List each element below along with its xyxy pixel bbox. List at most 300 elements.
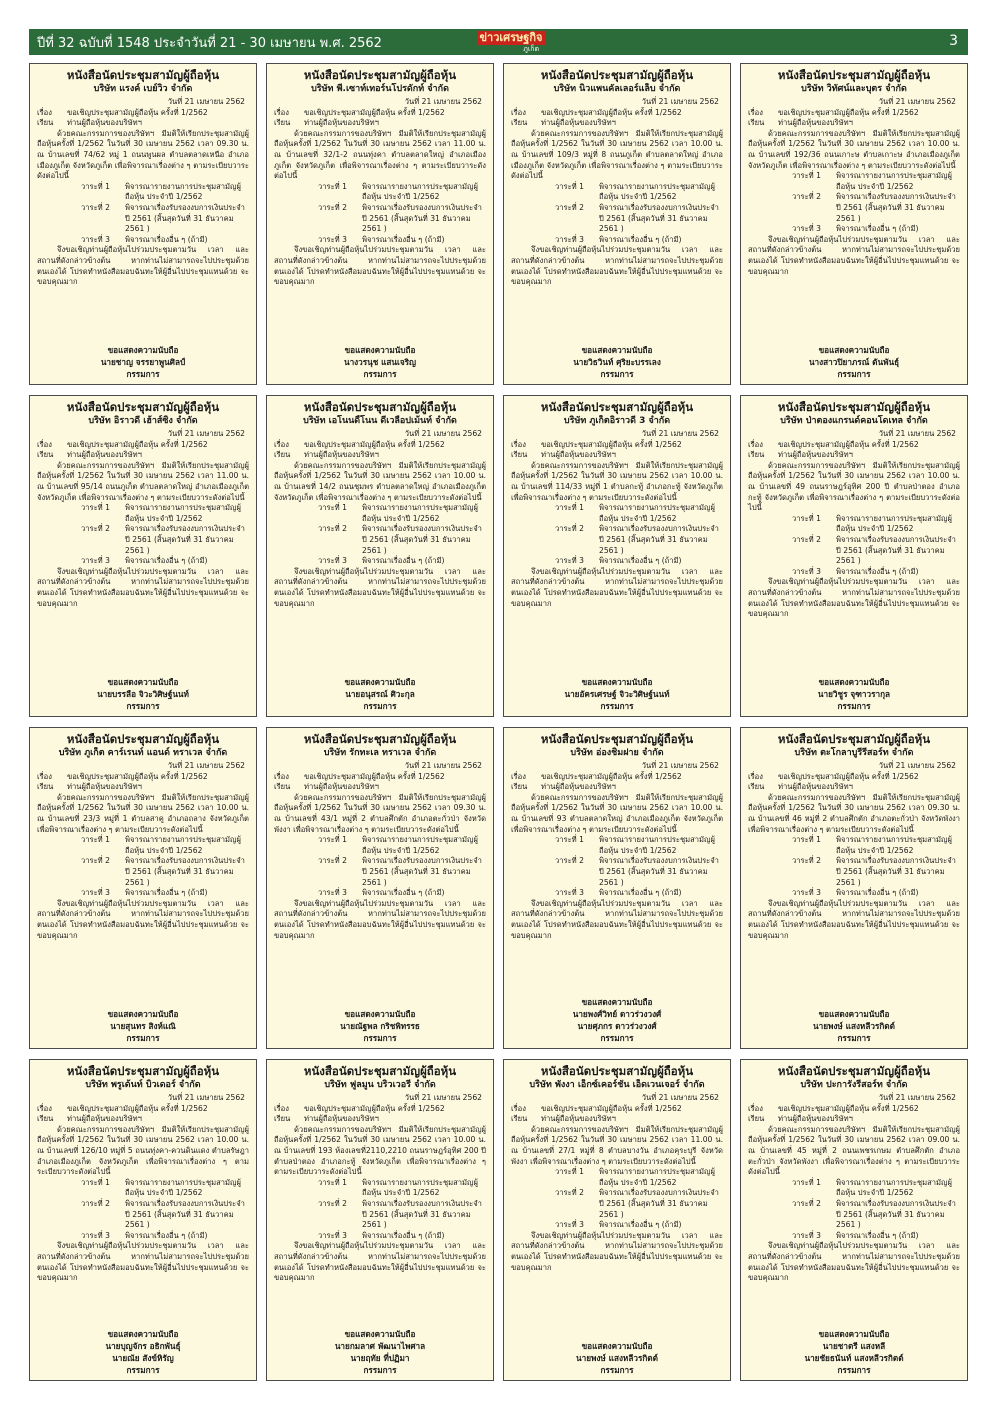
meeting-notice (29, 395, 257, 717)
regards-text: ขอแสดงความนับถือ (581, 1341, 653, 1351)
agenda-item (37, 856, 249, 888)
subject-text: ขอเชิญประชุมสามัญผู้ถือหุ้น ครั้งที่ 1/2562 (67, 107, 208, 117)
agenda-item (748, 856, 960, 888)
signer-list (511, 1008, 723, 1032)
agenda-item (511, 503, 723, 524)
agenda-item (511, 1167, 723, 1188)
meeting-notice (29, 727, 257, 1049)
subject-text: ขอเชิญประชุมสามัญผู้ถือหุ้น ครั้งที่ 1/2562 (304, 1103, 445, 1113)
page-header (29, 29, 968, 55)
agenda-number: วาระที่ 3 (792, 888, 821, 898)
notice-body: ด้วยคณะกรรมการของบริษัทฯ มีมติให้เรียกประชุมสามัญผู้ถือหุ้นครั้งที่ 1/2562 ในวันที่ 30 เมษายน 2562 เวลา 10.00 น. ณ บ้านเลขที่ 192/36 ถนนเกาะษ ตำบลเกาะษ อำเภอเมืองภูเก็ต จังหวัดภูเก็ต เพื่อพิจารณาเรื่องต่าง ๆ ตามระเบียบวาระดังต่อไปนี้ (748, 128, 960, 170)
agenda-text: พิจารณาเรื่องอื่น ๆ (ถ้ามี) (362, 556, 445, 566)
agenda-item (748, 192, 960, 224)
page-number: 3 (949, 33, 958, 49)
company-name: บริษัท ป่าตองแกรนด์คอนโดเทล จำกัด (780, 416, 928, 426)
signature-block (511, 1340, 723, 1376)
agenda-text: พิจารณาเรื่องอื่น ๆ (ถ้ามี) (362, 1230, 445, 1240)
signature-block (37, 1328, 249, 1376)
signer-list (511, 688, 723, 700)
addressee-text: ท่านผู้ถือหุ้นของบริษัทฯ (778, 782, 853, 792)
signer-name: นายศุภกร ดาวร่วงวงศ์ (577, 1021, 657, 1031)
meeting-notice (740, 395, 968, 717)
signer-role: กรรมการ (600, 1033, 634, 1043)
agenda-text: พิจารณาเรื่องรับรองงบการเงินประจำปี 2561 (สิ้นสุดวันที่ 31 ธันวาคม 2561 ) (362, 524, 482, 555)
closing-text: จึงขอเชิญท่านผู้ถือหุ้นไปร่วมประชุมตามวัน เวลา และสถานที่ดังกล่าวข้างต้น หากท่านไม่สามารถจะไปประชุมด้วยตนเองได้ โปรดทำหนังสือมอบฉันทะให้ผู้อื่นไปประชุมแทนด้วย จะขอบคุณมาก (37, 245, 249, 287)
signer-role: กรรมการ (837, 369, 871, 379)
notice-title: หนังสือนัดประชุมสามัญผู้ถือหุ้น (66, 1064, 220, 1078)
subject-row (511, 108, 723, 119)
signer-name: นายณัย สังข์หิรัญ (112, 1353, 174, 1363)
agenda-text: พิจารณารายงานการประชุมสามัญผู้ถือหุ้น ประจำปี 1/2562 (836, 513, 952, 534)
agenda-item (748, 1199, 960, 1231)
addressee-text: ท่านผู้ถือหุ้นของบริษัทฯ (304, 782, 379, 792)
agenda-text: พิจารณาเรื่องอื่น ๆ (ถ้ามี) (836, 566, 919, 576)
notice-date: วันที่ 21 เมษายน 2562 (641, 761, 719, 770)
logo-subtext: ภูเก็ต (523, 45, 539, 53)
subject-label: เรื่อง (37, 771, 52, 781)
agenda-number: วาระที่ 2 (555, 202, 584, 212)
agenda-text: พิจารณาเรื่องรับรองงบการเงินประจำปี 2561 (สิ้นสุดวันที่ 31 ธันวาคม 2561 ) (599, 856, 719, 887)
agenda-number: วาระที่ 3 (81, 234, 110, 244)
notice-date: วันที่ 21 เมษายน 2562 (167, 761, 245, 770)
addressee-row (511, 782, 723, 793)
agenda-text: พิจารณาเรื่องรับรองงบการเงินประจำปี 2561 (สิ้นสุดวันที่ 31 ธันวาคม 2561 ) (599, 202, 719, 234)
agenda-text: พิจารณาเรื่องรับรองงบการเงินประจำปี 2561 (สิ้นสุดวันที่ 31 ธันวาคม 2561 ) (836, 534, 956, 566)
meeting-notice (503, 395, 731, 717)
notice-body: ด้วยคณะกรรมการของบริษัทฯ มีมติให้เรียกประชุมสามัญผู้ถือหุ้นครั้งที่ 1/2562 ในวันที่ 30 เมษายน 2562 เวลา 11.00 น. ณ บ้านเลขที่ 32/1-2 ถนนทุ่งคา ตำบลตลาดใหญ่ อำเภอเมืองภูเก็ต จังหวัดภูเก็ต เพื่อพิจารณาเรื่องต่าง ๆ ตามระเบียบวาระดังต่อไปนี้ (274, 128, 486, 181)
agenda-number: วาระที่ 2 (792, 192, 821, 202)
subject-text: ขอเชิญประชุมสามัญผู้ถือหุ้น ครั้งที่ 1/2562 (304, 107, 445, 117)
addressee-text: ท่านผู้ถือหุ้นของบริษัทฯ (67, 118, 142, 128)
subject-text: ขอเชิญประชุมสามัญผู้ถือหุ้น ครั้งที่ 1/2562 (541, 1103, 682, 1113)
agenda-item (511, 556, 723, 567)
agenda-item (37, 1178, 249, 1199)
meeting-notice (740, 727, 968, 1049)
notice-body: ด้วยคณะกรรมการของบริษัทฯ มีมติให้เรียกประชุมสามัญผู้ถือหุ้นครั้งที่ 1/2562 ในวันที่ 30 เมษายน 2562 เวลา 10.00 น. ณ บ้านเลขที่ 93 ตำบลตลาดใหญ่ อำเภอเมืองภูเก็ต จังหวัดภูเก็ต เพื่อพิจารณาเรื่องต่าง ๆ ตามระเบียบวาระดังต่อไปนี้ (511, 792, 723, 834)
subject-row (37, 108, 249, 119)
regards-text: ขอแสดงความนับถือ (344, 1329, 416, 1339)
subject-label: เรื่อง (748, 771, 763, 781)
agenda-number: วาระที่ 2 (318, 524, 347, 534)
notice-date: วันที่ 21 เมษายน 2562 (404, 97, 482, 106)
agenda-text: พิจารณารายงานการประชุมสามัญผู้ถือหุ้น ประจำปี 1/2562 (599, 181, 715, 202)
agenda-item (274, 1199, 486, 1231)
notice-body: ด้วยคณะกรรมการของบริษัทฯ มีมติให้เรียกประชุมสามัญผู้ถือหุ้นครั้งที่ 1/2562 ในวันที่ 30 เมษายน 2562 เวลา 10.00 น. ณ บ้านเลขที่ 109/3 หมู่ที่ 8 ถนนภูเก็ต ตำบลตลาดใหญ่ อำเภอเมืองภูเก็ต จังหวัดภูเก็ต เพื่อพิจารณาเรื่องต่าง ๆ ตามระเบียบวาระดังต่อไปนี้ (511, 128, 723, 181)
agenda-item (37, 556, 249, 567)
agenda-number: วาระที่ 3 (318, 1230, 347, 1240)
agenda-text: พิจารณาเรื่องรับรองงบการเงินประจำปี 2561 (สิ้นสุดวันที่ 31 ธันวาคม 2561 ) (362, 202, 482, 234)
subject-row (274, 1104, 486, 1115)
agenda-number: วาระที่ 3 (81, 556, 110, 566)
meeting-notice (29, 1059, 257, 1381)
meeting-notice (266, 395, 494, 717)
agenda-number: วาระที่ 1 (318, 503, 347, 513)
addressee-text: ท่านผู้ถือหุ้นของบริษัทฯ (67, 782, 142, 792)
signature-block (511, 344, 723, 380)
agenda-text: พิจารณาเรื่องรับรองงบการเงินประจำปี 2561 (สิ้นสุดวันที่ 31 ธันวาคม 2561 ) (599, 1188, 719, 1219)
agenda-number: วาระที่ 1 (318, 835, 347, 845)
agenda-text: พิจารณารายงานการประชุมสามัญผู้ถือหุ้น ประจำปี 1/2562 (362, 503, 478, 523)
subject-row (511, 772, 723, 783)
signer-name: นายพงษ์ แสงหลีวรกิตต์ (813, 1021, 895, 1031)
agenda-number: วาระที่ 3 (792, 566, 821, 576)
signature-block (748, 1008, 960, 1044)
notice-title: หนังสือนัดประชุมสามัญผู้ถือหุ้น (303, 400, 457, 414)
subject-text: ขอเชิญประชุมสามัญผู้ถือหุ้น ครั้งที่ 1/2562 (541, 439, 682, 449)
agenda-text: พิจารณาเรื่องรับรองงบการเงินประจำปี 2561 (สิ้นสุดวันที่ 31 ธันวาคม 2561 ) (125, 202, 245, 234)
agenda-number: วาระที่ 3 (81, 888, 110, 898)
signer-role: กรรมการ (600, 1365, 634, 1375)
notice-title: หนังสือนัดประชุมสามัญผู้ถือหุ้น (777, 732, 931, 746)
agenda-item (748, 567, 960, 578)
agenda-item (511, 203, 723, 235)
meeting-notice (740, 1059, 968, 1381)
addressee-label: เรียน (748, 450, 765, 460)
agenda-item (511, 182, 723, 203)
signer-name: นายกมลาศ พัฒนาไพศาล (334, 1341, 426, 1351)
signature-block (748, 1328, 960, 1376)
signer-name: นายอนุสรณ์ ศิวะกุล (345, 689, 415, 699)
agenda-item (511, 835, 723, 856)
signer-name: นางวรนุช แสนเจริญ (343, 357, 417, 367)
agenda-item (274, 235, 486, 246)
agenda-text: พิจารณาเรื่องอื่น ๆ (ถ้ามี) (599, 888, 682, 898)
agenda-number: วาระที่ 3 (318, 234, 347, 244)
addressee-label: เรียน (37, 118, 54, 128)
agenda-number: วาระที่ 1 (318, 1177, 347, 1187)
closing-text: จึงขอเชิญท่านผู้ถือหุ้นไปร่วมประชุมตามวัน เวลา และสถานที่ดังกล่าวข้างต้น หากท่านไม่สามารถจะไปประชุมด้วยตนเองได้ โปรดทำหนังสือมอบฉันทะให้ผู้อื่นไปประชุมแทนด้วย จะขอบคุณมาก (511, 245, 723, 287)
signature-block (37, 344, 249, 380)
agenda-text: พิจารณารายงานการประชุมสามัญผู้ถือหุ้น ประจำปี 1/2562 (125, 181, 241, 202)
signer-role: กรรมการ (126, 1033, 160, 1043)
agenda-text: พิจารณาเรื่องอื่น ๆ (ถ้ามี) (836, 888, 919, 898)
agenda-item (274, 182, 486, 203)
subject-row (748, 772, 960, 783)
notice-date: วันที่ 21 เมษายน 2562 (641, 1093, 719, 1102)
agenda-item (748, 1178, 960, 1199)
meeting-notice (266, 63, 494, 385)
addressee-row (274, 1114, 486, 1125)
signer-list (274, 1340, 486, 1364)
regards-text: ขอแสดงความนับถือ (581, 997, 653, 1007)
notice-title: หนังสือนัดประชุมสามัญผู้ถือหุ้น (303, 68, 457, 82)
agenda-item (274, 556, 486, 567)
closing-text: จึงขอเชิญท่านผู้ถือหุ้นไปร่วมประชุมตามวัน เวลา และสถานที่ดังกล่าวข้างต้น หากท่านไม่สามารถจะไปประชุมด้วยตนเองได้ โปรดทำหนังสือมอบฉันทะให้ผู้อื่นไปประชุมแทนด้วย จะขอบคุณมาก (37, 898, 249, 940)
closing-text: จึงขอเชิญท่านผู้ถือหุ้นไปร่วมประชุมตามวัน เวลา และสถานที่ดังกล่าวข้างต้น หากท่านไม่สามารถจะไปประชุมด้วยตนเองได้ โปรดทำหนังสือมอบฉันทะให้ผู้อื่นไปประชุมแทนด้วย จะขอบคุณมาก (37, 566, 249, 608)
signature-block (274, 344, 486, 380)
agenda-item (37, 1199, 249, 1231)
notice-body: ด้วยคณะกรรมการของบริษัทฯ มีมติให้เรียกประชุมสามัญผู้ถือหุ้นครั้งที่ 1/2562 ในวันที่ 30 เมษายน 2562 เวลา 10.00 น. ณ บ้านเลขที่ 49 ถนนราษฎร์อุทิศ 200 ปี ตำบลป่าตอง อำเภอกะทู้ จังหวัดภูเก็ต เพื่อพิจารณาเรื่องต่าง ๆ ตามระเบียบวาระดังต่อไปนี้ (748, 460, 960, 513)
subject-text: ขอเชิญประชุมสามัญผู้ถือหุ้น ครั้งที่ 1/2562 (778, 439, 919, 449)
agenda-text: พิจารณาเรื่องรับรองงบการเงินประจำปี 2561 (สิ้นสุดวันที่ 31 ธันวาคม 2561 ) (836, 1198, 956, 1230)
notice-date: วันที่ 21 เมษายน 2562 (167, 97, 245, 106)
signer-role: กรรมการ (837, 701, 871, 711)
subject-text: ขอเชิญประชุมสามัญผู้ถือหุ้น ครั้งที่ 1/2562 (304, 771, 445, 781)
notice-body: ด้วยคณะกรรมการของบริษัทฯ มีมติให้เรียกประชุมสามัญผู้ถือหุ้นครั้งที่ 1/2562 ในวันที่ 30 เมษายน 2562 เวลา 11.00 น. ณ บ้านเลขที่ 95/14 ถนนภูเก็ต ตำบลตลาดใหญ่ อำเภอเมืองภูเก็ต จังหวัดภูเก็ต เพื่อพิจารณาเรื่องต่าง ๆ ตามระเบียบวาระดังต่อไปนี้ (37, 460, 249, 502)
addressee-row (748, 782, 960, 793)
notice-date: วันที่ 21 เมษายน 2562 (167, 429, 245, 438)
subject-text: ขอเชิญประชุมสามัญผู้ถือหุ้น ครั้งที่ 1/2562 (67, 1103, 208, 1113)
agenda-number: วาระที่ 1 (555, 503, 584, 513)
addressee-row (511, 1114, 723, 1125)
agenda-item (748, 224, 960, 235)
notice-date: วันที่ 21 เมษายน 2562 (404, 1093, 482, 1102)
agenda-number: วาระที่ 3 (555, 234, 584, 244)
notice-date: วันที่ 21 เมษายน 2562 (878, 761, 956, 770)
signer-list (274, 688, 486, 700)
meeting-notice (503, 727, 731, 1049)
subject-label: เรื่อง (274, 1103, 289, 1113)
regards-text: ขอแสดงความนับถือ (818, 1329, 890, 1339)
agenda-number: วาระที่ 2 (555, 856, 584, 866)
signer-list (37, 1020, 249, 1032)
agenda-number: วาระที่ 1 (555, 1167, 584, 1177)
agenda-item (748, 171, 960, 192)
subject-label: เรื่อง (37, 1103, 52, 1113)
agenda-number: วาระที่ 1 (555, 181, 584, 191)
notice-title: หนังสือนัดประชุมสามัญผู้ถือหุ้น (540, 400, 694, 414)
agenda-number: วาระที่ 2 (555, 1188, 584, 1198)
signer-role: กรรมการ (600, 701, 634, 711)
company-name: บริษัท แรงค์ เบย์วิว จำกัด (93, 84, 193, 94)
notice-body: ด้วยคณะกรรมการของบริษัทฯ มีมติให้เรียกประชุมสามัญผู้ถือหุ้นครั้งที่ 1/2562 ในวันที่ 30 เมษายน 2562 เวลา 11.00 น. ณ บ้านเลขที่ 27/1 หมู่ที่ 8 ตำบลบางวัน อำเภอคุระบุรี จังหวัดพังงา เพื่อพิจารณาเรื่องต่าง ๆ ตามระเบียบวาระดังต่อไปนี้ (511, 1124, 723, 1166)
signer-list (37, 688, 249, 700)
meeting-notice (266, 1059, 494, 1381)
logo-text: ข่าวเศรษฐกิจ (477, 31, 546, 45)
agenda-item (274, 524, 486, 556)
signer-role: กรรมการ (837, 1033, 871, 1043)
addressee-row (37, 450, 249, 461)
addressee-label: เรียน (748, 1114, 765, 1124)
signer-name: นายฤทัย ที่ปฏิมา (350, 1353, 410, 1363)
regards-text: ขอแสดงความนับถือ (818, 677, 890, 687)
agenda-text: พิจารณาเรื่องอื่น ๆ (ถ้ามี) (362, 234, 445, 244)
closing-text: จึงขอเชิญท่านผู้ถือหุ้นไปร่วมประชุมตามวัน เวลา และสถานที่ดังกล่าวข้างต้น หากท่านไม่สามารถจะไปประชุมด้วยตนเองได้ โปรดทำหนังสือมอบฉันทะให้ผู้อื่นไปประชุมแทนด้วย จะขอบคุณมาก (511, 898, 723, 940)
signer-role: กรรมการ (126, 701, 160, 711)
notice-date: วันที่ 21 เมษายน 2562 (167, 1093, 245, 1102)
subject-row (37, 440, 249, 451)
signer-list (274, 1020, 486, 1032)
notice-title: หนังสือนัดประชุมสามัญผู้ถือหุ้น (777, 1064, 931, 1078)
signer-name: นายบรรลือ จิวะวิศิษฐ์นนท์ (97, 689, 189, 699)
subject-row (37, 772, 249, 783)
agenda-number: วาระที่ 3 (555, 888, 584, 898)
agenda-item (511, 235, 723, 246)
subject-label: เรื่อง (511, 107, 526, 117)
subject-label: เรื่อง (748, 107, 763, 117)
signature-block (748, 676, 960, 712)
closing-text: จึงขอเชิญท่านผู้ถือหุ้นไปร่วมประชุมตามวัน เวลา และสถานที่ดังกล่าวข้างต้น หากท่านไม่สามารถจะไปประชุมด้วยตนเองได้ โปรดทำหนังสือมอบฉันทะให้ผู้อื่นไปประชุมแทนด้วย จะขอบคุณมาก (274, 1241, 486, 1283)
newspaper-logo (481, 30, 541, 54)
company-name: บริษัท วิทัศน์และบุตร จำกัด (801, 84, 907, 94)
agenda-text: พิจารณาเรื่องรับรองงบการเงินประจำปี 2561 (สิ้นสุดวันที่ 31 ธันวาคม 2561 ) (125, 1198, 245, 1230)
addressee-label: เรียน (274, 1114, 291, 1124)
agenda-number: วาระที่ 2 (81, 856, 110, 866)
signer-name: นายวิธวินท์ ศุริยะบรรเลง (573, 357, 661, 367)
notice-body: ด้วยคณะกรรมการของบริษัทฯ มีมติให้เรียกประชุมสามัญผู้ถือหุ้นครั้งที่ 1/2562 ในวันที่ 30 เมษายน 2562 เวลา 10.00 น. ณ บ้านเลขที่ 14/2 ถนนชุมพร ตำบลตลาดใหญ่ อำเภอเมืองภูเก็ต จังหวัดภูเก็ต เพื่อพิจารณาเรื่องต่าง ๆ ตามระเบียบวาระดังต่อไปนี้ (274, 460, 486, 502)
addressee-row (274, 118, 486, 129)
agenda-item (511, 856, 723, 888)
agenda-text: พิจารณาเรื่องรับรองงบการเงินประจำปี 2561 (สิ้นสุดวันที่ 31 ธันวาคม 2561 ) (362, 1198, 482, 1230)
notice-title: หนังสือนัดประชุมสามัญผู้ถือหุ้น (303, 1064, 457, 1078)
agenda-item (37, 235, 249, 246)
addressee-row (748, 450, 960, 461)
agenda-text: พิจารณาเรื่องอื่น ๆ (ถ้ามี) (125, 556, 208, 566)
agenda-number: วาระที่ 2 (792, 856, 821, 866)
meeting-notice (740, 63, 968, 385)
closing-text: จึงขอเชิญท่านผู้ถือหุ้นไปร่วมประชุมตามวัน เวลา และสถานที่ดังกล่าวข้างต้น หากท่านไม่สามารถจะไปประชุมด้วยตนเองได้ โปรดทำหนังสือมอบฉันทะให้ผู้อื่นไปประชุมแทนด้วย จะขอบคุณมาก (748, 577, 960, 619)
agenda-number: วาระที่ 3 (792, 224, 821, 234)
agenda-number: วาระที่ 2 (792, 534, 821, 544)
signer-list (511, 356, 723, 368)
addressee-text: ท่านผู้ถือหุ้นของบริษัทฯ (304, 1114, 379, 1124)
addressee-label: เรียน (37, 782, 54, 792)
agenda-text: พิจารณาเรื่องอื่น ๆ (ถ้ามี) (599, 1220, 682, 1230)
company-name: บริษัท ตะโกลาบูรีรีสอร์ท จำกัด (794, 748, 914, 758)
signature-block (37, 676, 249, 712)
regards-text: ขอแสดงความนับถือ (107, 1009, 179, 1019)
company-name: บริษัท ปะการังรีสอร์ท จำกัด (800, 1080, 908, 1090)
notice-date: วันที่ 21 เมษายน 2562 (878, 1093, 956, 1102)
agenda-item (748, 888, 960, 899)
addressee-label: เรียน (748, 118, 765, 128)
agenda-number: วาระที่ 1 (792, 513, 821, 523)
signer-name: นายพงษ์ แสงหลีวรกิตต์ (576, 1353, 658, 1363)
company-name: บริษัท รักทะเล ทราเวล จำกัด (323, 748, 437, 758)
agenda-item (748, 514, 960, 535)
signer-list (748, 1340, 960, 1364)
addressee-row (748, 118, 960, 129)
signature-block (748, 344, 960, 380)
agenda-number: วาระที่ 2 (81, 1198, 110, 1208)
subject-row (511, 440, 723, 451)
agenda-item (37, 888, 249, 899)
signer-name: นายชาตรี แสงหลี (822, 1341, 886, 1351)
signer-name: นายพงศ์วิทย์ ดาวร่วงวงศ์ (572, 1009, 662, 1019)
subject-text: ขอเชิญประชุมสามัญผู้ถือหุ้น ครั้งที่ 1/2562 (67, 439, 208, 449)
addressee-row (274, 450, 486, 461)
notice-date: วันที่ 21 เมษายน 2562 (641, 429, 719, 438)
closing-text: จึงขอเชิญท่านผู้ถือหุ้นไปร่วมประชุมตามวัน เวลา และสถานที่ดังกล่าวข้างต้น หากท่านไม่สามารถจะไปประชุมด้วยตนเองได้ โปรดทำหนังสือมอบฉันทะให้ผู้อื่นไปประชุมแทนด้วย จะขอบคุณมาก (511, 1230, 723, 1272)
agenda-text: พิจารณาเรื่องรับรองงบการเงินประจำปี 2561 (สิ้นสุดวันที่ 31 ธันวาคม 2561 ) (125, 524, 245, 555)
notice-date: วันที่ 21 เมษายน 2562 (404, 429, 482, 438)
subject-label: เรื่อง (274, 107, 289, 117)
agenda-text: พิจารณาเรื่องอื่น ๆ (ถ้ามี) (362, 888, 445, 898)
agenda-text: พิจารณาเรื่องอื่น ๆ (ถ้ามี) (836, 224, 919, 234)
meeting-notice (503, 1059, 731, 1381)
addressee-text: ท่านผู้ถือหุ้นของบริษัทฯ (541, 782, 616, 792)
agenda-text: พิจารณารายงานการประชุมสามัญผู้ถือหุ้น ประจำปี 1/2562 (125, 835, 241, 855)
notice-body: ด้วยคณะกรรมการของบริษัทฯ มีมติให้เรียกประชุมสามัญผู้ถือหุ้นครั้งที่ 1/2562 ในวันที่ 30 เมษายน 2562 เวลา 09.30 น. ณ บ้านเลขที่ 74/62 หมู่ 1 ถนนพูนผล ตำบลตลาดเหนือ อำเภอเมืองภูเก็ต จังหวัดภูเก็ต เพื่อพิจารณาเรื่องต่าง ๆ ตามระเบียบวาระดังต่อไปนี้ (37, 128, 249, 181)
agenda-text: พิจารณาเรื่องอื่น ๆ (ถ้ามี) (125, 234, 208, 244)
company-name: บริษัท พังงา เอ็กซ์เคอร์ชั่น เอ็ดเวนเจอร์ จำกัด (529, 1080, 705, 1090)
addressee-label: เรียน (37, 450, 54, 460)
signer-list (511, 1352, 723, 1364)
company-name: บริษัท พรูเด้นท์ บิวเดอร์ จำกัด (85, 1080, 201, 1090)
signature-block (511, 996, 723, 1044)
agenda-item (274, 888, 486, 899)
agenda-item (274, 856, 486, 888)
subject-label: เรื่อง (511, 771, 526, 781)
notice-title: หนังสือนัดประชุมสามัญผู้ถือหุ้น (66, 68, 220, 82)
subject-text: ขอเชิญประชุมสามัญผู้ถือหุ้น ครั้งที่ 1/2562 (304, 439, 445, 449)
agenda-number: วาระที่ 1 (81, 181, 110, 191)
regards-text: ขอแสดงความนับถือ (344, 345, 416, 355)
subject-text: ขอเชิญประชุมสามัญผู้ถือหุ้น ครั้งที่ 1/2562 (778, 771, 919, 781)
agenda-text: พิจารณารายงานการประชุมสามัญผู้ถือหุ้น ประจำปี 1/2562 (599, 1167, 715, 1187)
agenda-text: พิจารณารายงานการประชุมสามัญผู้ถือหุ้น ประจำปี 1/2562 (125, 503, 241, 523)
agenda-item (511, 888, 723, 899)
agenda-number: วาระที่ 2 (318, 202, 347, 212)
agenda-item (274, 835, 486, 856)
signer-role: กรรมการ (837, 1365, 871, 1375)
addressee-text: ท่านผู้ถือหุ้นของบริษัทฯ (778, 450, 853, 460)
subject-row (37, 1104, 249, 1115)
signer-name: นายสุนทร สิงห์แณิ (110, 1021, 176, 1031)
agenda-number: วาระที่ 2 (318, 1198, 347, 1208)
addressee-text: ท่านผู้ถือหุ้นของบริษัทฯ (304, 118, 379, 128)
agenda-number: วาระที่ 2 (81, 524, 110, 534)
closing-text: จึงขอเชิญท่านผู้ถือหุ้นไปร่วมประชุมตามวัน เวลา และสถานที่ดังกล่าวข้างต้น หากท่านไม่สามารถจะไปประชุมด้วยตนเองได้ โปรดทำหนังสือมอบฉันทะให้ผู้อื่นไปประชุมแทนด้วย จะขอบคุณมาก (748, 898, 960, 940)
notice-title: หนังสือนัดประชุมสามัญผู้ถือหุ้น (66, 732, 220, 746)
notice-body: ด้วยคณะกรรมการของบริษัทฯ มีมติให้เรียกประชุมสามัญผู้ถือหุ้นครั้งที่ 1/2562 ในวันที่ 30 เมษายน 2562 เวลา 10.00 น. ณ บ้านเลขที่ 114/33 หมู่ที่ 1 ตำบลกะทู้ อำเภอกะทู้ จังหวัดภูเก็ต เพื่อพิจารณาเรื่องต่าง ๆ ตามระเบียบวาระดังต่อไปนี้ (511, 460, 723, 502)
notice-body: ด้วยคณะกรรมการของบริษัทฯ มีมติให้เรียกประชุมสามัญผู้ถือหุ้นครั้งที่ 1/2562 ในวันที่ 30 เมษายน 2562 เวลา 09.00 น. ณ บ้านเลขที่ 45 หมู่ที่ 2 ถนนเพชรเกษม ตำบลศึกตัก อำเภอตะกั่วป่า จังหวัดพังงา เพื่อพิจารณาเรื่องต่าง ๆ ตามระเบียบวาระดังต่อไปนี้ (748, 1124, 960, 1177)
regards-text: ขอแสดงความนับถือ (107, 345, 179, 355)
regards-text: ขอแสดงความนับถือ (107, 1329, 179, 1339)
subject-label: เรื่อง (274, 439, 289, 449)
agenda-number: วาระที่ 1 (318, 181, 347, 191)
agenda-text: พิจารณารายงานการประชุมสามัญผู้ถือหุ้น ประจำปี 1/2562 (599, 835, 715, 855)
agenda-item (37, 524, 249, 556)
agenda-text: พิจารณาเรื่องอื่น ๆ (ถ้ามี) (599, 234, 682, 244)
addressee-text: ท่านผู้ถือหุ้นของบริษัทฯ (541, 1114, 616, 1124)
signer-name: นายอัครเศรษฐ์ จิวะวิศิษฐ์นนท์ (564, 689, 670, 699)
agenda-text: พิจารณารายงานการประชุมสามัญผู้ถือหุ้น ประจำปี 1/2562 (836, 171, 952, 191)
signer-list (748, 688, 960, 700)
agenda-number: วาระที่ 2 (555, 524, 584, 534)
addressee-label: เรียน (748, 782, 765, 792)
notice-body: ด้วยคณะกรรมการของบริษัทฯ มีมติให้เรียกประชุมสามัญผู้ถือหุ้นครั้งที่ 1/2562 ในวันที่ 30 เมษายน 2562 เวลา 09.30 น. ณ บ้านเลขที่ 46 หมู่ที่ 2 ตำบลศึกตัก อำเภอตะกั่วป่า จังหวัดพังงา เพื่อพิจารณาเรื่องต่าง ๆ ตามระเบียบวาระดังต่อไปนี้ (748, 792, 960, 834)
notice-body: ด้วยคณะกรรมการของบริษัทฯ มีมติให้เรียกประชุมสามัญผู้ถือหุ้นครั้งที่ 1/2562 ในวันที่ 30 เมษายน 2562 เวลา 09.30 น. ณ บ้านเลขที่ 43/1 หมู่ที่ 2 ตำบลศึกตัก อำเภอตะกั่วป่า จังหวัดพังงา เพื่อพิจารณาเรื่องต่าง ๆ ตามระเบียบวาระดังต่อไปนี้ (274, 792, 486, 834)
subject-text: ขอเชิญประชุมสามัญผู้ถือหุ้น ครั้งที่ 1/2562 (778, 107, 919, 117)
notice-date: วันที่ 21 เมษายน 2562 (878, 97, 956, 106)
agenda-text: พิจารณาเรื่องอื่น ๆ (ถ้ามี) (836, 1230, 919, 1240)
subject-label: เรื่อง (37, 107, 52, 117)
agenda-item (748, 535, 960, 567)
addressee-label: เรียน (511, 118, 528, 128)
addressee-row (37, 782, 249, 793)
subject-label: เรื่อง (511, 439, 526, 449)
agenda-item (274, 1231, 486, 1242)
notice-title: หนังสือนัดประชุมสามัญผู้ถือหุ้น (540, 732, 694, 746)
signer-role: กรรมการ (126, 369, 160, 379)
agenda-number: วาระที่ 2 (792, 1198, 821, 1208)
agenda-text: พิจารณารายงานการประชุมสามัญผู้ถือหุ้น ประจำปี 1/2562 (836, 835, 952, 855)
signer-role: กรรมการ (126, 1365, 160, 1375)
signer-role: กรรมการ (363, 1365, 397, 1375)
company-name: บริษัท เอโนนดี้โนน ดีเวลือปเม้นท์ จำกัด (303, 416, 457, 426)
regards-text: ขอแสดงความนับถือ (581, 677, 653, 687)
agenda-text: พิจารณาเรื่องรับรองงบการเงินประจำปี 2561 (สิ้นสุดวันที่ 31 ธันวาคม 2561 ) (836, 856, 956, 887)
signer-role: กรรมการ (363, 701, 397, 711)
addressee-row (511, 450, 723, 461)
subject-row (511, 1104, 723, 1115)
subject-row (274, 108, 486, 119)
subject-row (748, 1104, 960, 1115)
addressee-label: เรียน (511, 450, 528, 460)
addressee-label: เรียน (274, 782, 291, 792)
